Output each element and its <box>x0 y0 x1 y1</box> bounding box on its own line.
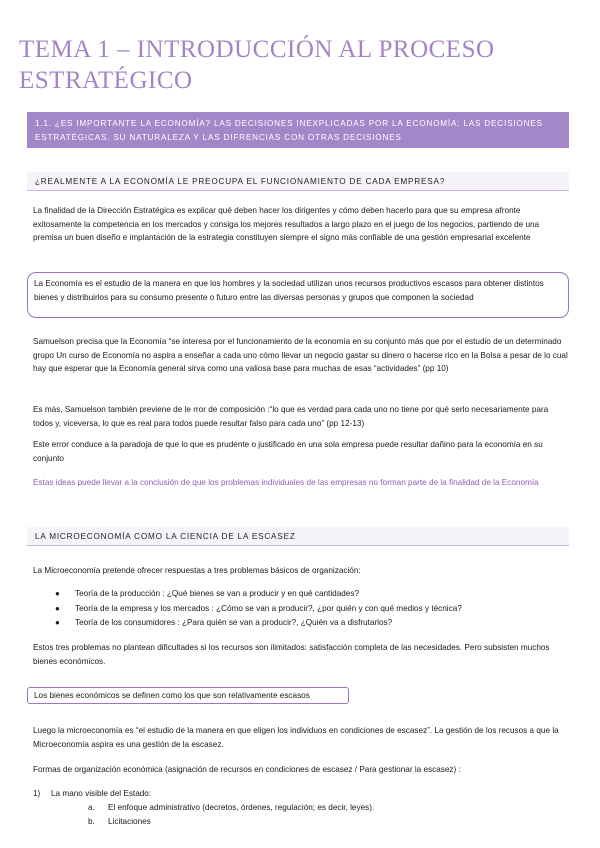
paragraph-samuelson: Samuelson precisa que la Economía “se interesa por el funcionamiento de la economía en su conjunto más que por el estudio de un determinado grupo Un curso de Economía no aspira a enseñar a cada uno cómo llevar un negocio gastar su dinero o hacerse rico en la Bolsa a pesar de lo cual hay que esperar que la Economía general sirva como una valiosa base para muchas de esas “actividades” (pp 10) <box>33 337 568 374</box>
section-heading: 1.1. ¿ES IMPORTANTE LA ECONOMÍA? LAS DECISIONES INEXPLICADAS POR LA ECONOMÍA: LAS DECISIONES ESTRATÉGICAS. SU NATURALEZA Y LAS DIFRENCIAS CON OTRAS DECISIONES <box>27 112 569 148</box>
subheading-2: LA MICROECONOMÍA COMO LA CIENCIA DE LA ESCASEZ <box>27 527 569 546</box>
bullet-icon: ● <box>55 589 60 598</box>
bullet-icon: ● <box>55 618 60 628</box>
paragraph-composicion: Es más, Samuelson también previene de le rror de composición :“lo que es verdad para cada uno no tiene por qué serlo necesariamente para todos y, viceversa, lo que es real para todos puede resultar falso para cada uno” (pp 12-13) <box>33 405 549 428</box>
item-number: 1) <box>33 789 41 798</box>
list-item: ● Teoría de la empresa y los mercados : ¿Cómo se van a producir?, ¿por quién y con qué medios y técnica? <box>55 602 462 617</box>
list-item: ● Teoría de la producción : ¿Qué bienes se van a producir y en qué cantidades? <box>55 587 462 602</box>
definition-box-bienes: Los bienes económicos se definen como los que son relativamente escasos <box>27 687 349 704</box>
paragraph-problemas: Estos tres problemas no plantean dificultades si los recursos son ilimitados: satisfacción completa de las necesidades. Pero subsisten muchos bienes económicos. <box>33 643 550 666</box>
page-title: TEMA 1 – INTRODUCCIÓN AL PROCESO ESTRATÉGICO <box>19 36 495 94</box>
subitem-text: Licitaciones <box>108 817 151 826</box>
subitem-letter: a. <box>88 803 95 812</box>
numbered-item <box>33 787 568 801</box>
paragraph-conclusion: Estas ideas puede llevar a la conclusión de que los problemas individuales de las empresas no forman parte de la finalidad de la Economía <box>33 478 539 487</box>
subitem-letter: b. <box>88 817 95 826</box>
paragraph-paradoja: Este error conduce a la paradoja de que lo que es prudente o justificado en una sola empresa puede resultar dañino para la economía en su conjunto <box>33 440 543 463</box>
subitem-a <box>88 801 374 815</box>
problems-list <box>55 587 462 631</box>
subitem-b <box>88 815 151 829</box>
item-text: La mano visible del Estado: <box>51 789 152 798</box>
definition-box-economia: La Economía es el estudio de la manera en que los hombres y la sociedad utilizan unos recursos productivos escasos para obtener distintos bienes y distribuirlos para su consumo presente o futuro entre las diversas personas y grupos que componen la sociedad <box>27 272 569 318</box>
subitem-text: El enfoque administrativo (decretos, órdenes, regulación; es decir, leyes). <box>108 803 375 812</box>
paragraph-escasez: Luego la microeconomía es “el estudio de la manera en que eligen los individuos en condiciones de escasez”. La gestión de los recusos a que la Microeconomía aspira es una gestión de la escasez. <box>33 726 559 749</box>
subheading-1: ¿REALMENTE A LA ECONOMÍA LE PREOCUPA EL FUNCIONAMIENTO DE CADA EMPRESA? <box>27 172 569 191</box>
list-item: ● Teoría de los consumidores : ¿Para quién se van a producir?, ¿Quién va a disfrutarlos? <box>55 616 462 631</box>
paragraph-formas: Formas de organización económica (asignación de recursos en condiciones de escasez / Para gestionar la escasez) : <box>33 765 461 774</box>
bullet-icon: ● <box>55 603 60 613</box>
paragraph-finalidad: La finalidad de la Dirección Estratégica es explicar qué deben hacer los dirigentes y cómo deben hacerlo para que su empresa afronte exitosamente la competencia en los mercados y consiga los mejores resultados a largo plazo en el juego de los negocios, partiendo de una premisa un buen diseño e implantación de la estrategia constituyen siempre el signo más confiable de una gestión empresarial excelente <box>33 206 540 243</box>
paragraph-microeconomia: La Microeconomía pretende ofrecer respuestas a tres problemas básicos de organización: <box>33 566 361 575</box>
